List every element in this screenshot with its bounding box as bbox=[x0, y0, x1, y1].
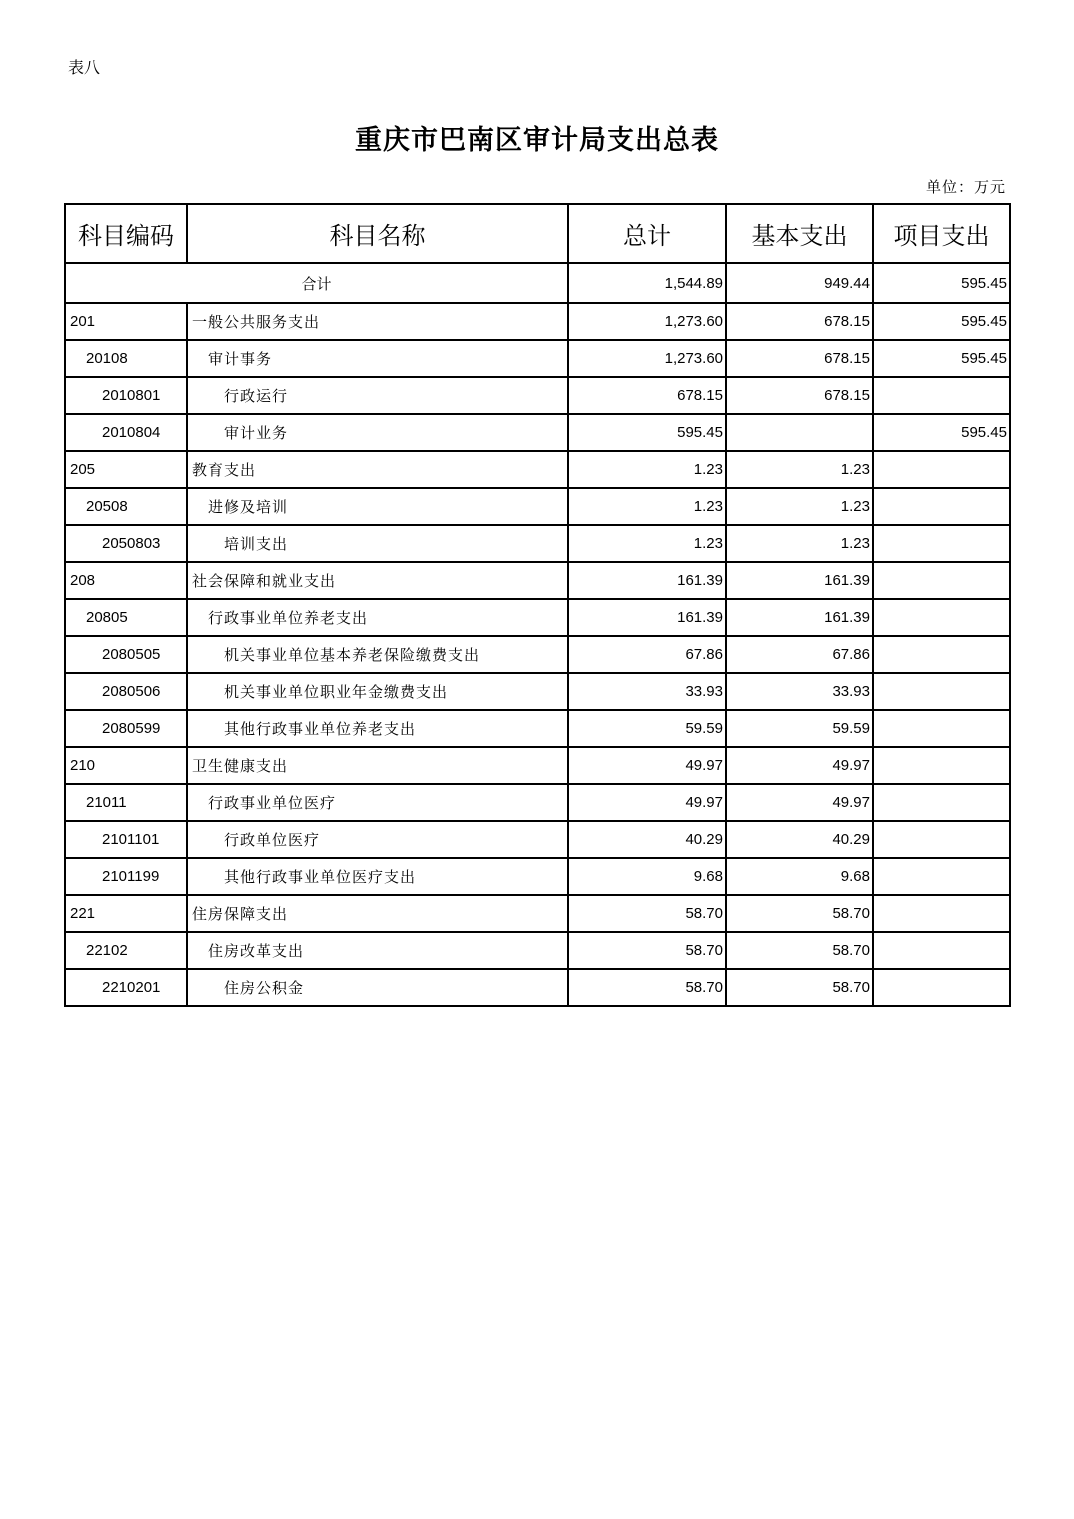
page-title: 重庆市巴南区审计局支出总表 bbox=[355, 125, 719, 156]
row-total: 58.70 bbox=[568, 932, 726, 969]
row-total: 1,273.60 bbox=[568, 303, 726, 340]
header-code: 科目编码 bbox=[65, 204, 187, 263]
row-total: 1.23 bbox=[568, 451, 726, 488]
row-basic: 58.70 bbox=[726, 895, 873, 932]
table-row bbox=[65, 821, 1010, 858]
row-code: 2010801 bbox=[65, 377, 187, 414]
row-code: 2080505 bbox=[65, 636, 187, 673]
row-total: 33.93 bbox=[568, 673, 726, 710]
table-number-label: 表八 bbox=[68, 58, 101, 77]
row-project bbox=[873, 525, 1010, 562]
total-label: 合计 bbox=[65, 263, 568, 303]
table-body bbox=[65, 263, 1010, 1006]
row-basic: 678.15 bbox=[726, 303, 873, 340]
row-project bbox=[873, 932, 1010, 969]
row-total: 161.39 bbox=[568, 599, 726, 636]
row-code: 21011 bbox=[65, 784, 187, 821]
row-basic: 161.39 bbox=[726, 599, 873, 636]
header-basic: 基本支出 bbox=[726, 204, 873, 263]
table-row bbox=[65, 673, 1010, 710]
row-project: 595.45 bbox=[873, 414, 1010, 451]
row-name: 机关事业单位职业年金缴费支出 bbox=[187, 673, 568, 710]
row-project: 595.45 bbox=[873, 303, 1010, 340]
row-project bbox=[873, 599, 1010, 636]
row-basic: 59.59 bbox=[726, 710, 873, 747]
row-code: 2080506 bbox=[65, 673, 187, 710]
table-row bbox=[65, 451, 1010, 488]
row-project bbox=[873, 969, 1010, 1006]
row-basic: 40.29 bbox=[726, 821, 873, 858]
row-code: 2010804 bbox=[65, 414, 187, 451]
row-code: 2080599 bbox=[65, 710, 187, 747]
row-total: 58.70 bbox=[568, 895, 726, 932]
row-project bbox=[873, 673, 1010, 710]
total-project: 595.45 bbox=[873, 263, 1010, 303]
row-basic: 49.97 bbox=[726, 747, 873, 784]
row-name: 行政事业单位医疗 bbox=[187, 784, 568, 821]
row-total: 1,273.60 bbox=[568, 340, 726, 377]
row-name: 审计事务 bbox=[187, 340, 568, 377]
table-row bbox=[65, 858, 1010, 895]
row-basic: 1.23 bbox=[726, 488, 873, 525]
row-name: 住房公积金 bbox=[187, 969, 568, 1006]
row-name: 其他行政事业单位养老支出 bbox=[187, 710, 568, 747]
row-project bbox=[873, 377, 1010, 414]
row-code: 20805 bbox=[65, 599, 187, 636]
table-row bbox=[65, 414, 1010, 451]
row-name: 进修及培训 bbox=[187, 488, 568, 525]
row-basic: 9.68 bbox=[726, 858, 873, 895]
row-total: 678.15 bbox=[568, 377, 726, 414]
row-basic: 58.70 bbox=[726, 969, 873, 1006]
table-row bbox=[65, 969, 1010, 1006]
table-row bbox=[65, 784, 1010, 821]
row-project bbox=[873, 858, 1010, 895]
row-name: 社会保障和就业支出 bbox=[187, 562, 568, 599]
row-code: 20508 bbox=[65, 488, 187, 525]
row-basic: 33.93 bbox=[726, 673, 873, 710]
table-row bbox=[65, 303, 1010, 340]
row-code: 201 bbox=[65, 303, 187, 340]
row-project bbox=[873, 488, 1010, 525]
header-total: 总计 bbox=[568, 204, 726, 263]
expenditure-table bbox=[64, 203, 1011, 1007]
total-total: 1,544.89 bbox=[568, 263, 726, 303]
row-code: 2101101 bbox=[65, 821, 187, 858]
row-total: 1.23 bbox=[568, 488, 726, 525]
row-code: 210 bbox=[65, 747, 187, 784]
row-code: 2101199 bbox=[65, 858, 187, 895]
row-name: 一般公共服务支出 bbox=[187, 303, 568, 340]
row-project bbox=[873, 710, 1010, 747]
row-name: 行政运行 bbox=[187, 377, 568, 414]
row-name: 机关事业单位基本养老保险缴费支出 bbox=[187, 636, 568, 673]
header-project: 项目支出 bbox=[873, 204, 1010, 263]
row-basic: 678.15 bbox=[726, 377, 873, 414]
row-name: 行政单位医疗 bbox=[187, 821, 568, 858]
table-row bbox=[65, 525, 1010, 562]
row-name: 其他行政事业单位医疗支出 bbox=[187, 858, 568, 895]
row-basic: 49.97 bbox=[726, 784, 873, 821]
row-basic: 1.23 bbox=[726, 525, 873, 562]
row-code: 2210201 bbox=[65, 969, 187, 1006]
row-basic: 1.23 bbox=[726, 451, 873, 488]
row-project: 595.45 bbox=[873, 340, 1010, 377]
total-basic: 949.44 bbox=[726, 263, 873, 303]
row-total: 9.68 bbox=[568, 858, 726, 895]
row-name: 审计业务 bbox=[187, 414, 568, 451]
row-total: 49.97 bbox=[568, 747, 726, 784]
row-name: 行政事业单位养老支出 bbox=[187, 599, 568, 636]
row-basic: 161.39 bbox=[726, 562, 873, 599]
row-total: 59.59 bbox=[568, 710, 726, 747]
row-total: 40.29 bbox=[568, 821, 726, 858]
table-row bbox=[65, 562, 1010, 599]
row-code: 22102 bbox=[65, 932, 187, 969]
row-name: 住房改革支出 bbox=[187, 932, 568, 969]
row-project bbox=[873, 451, 1010, 488]
row-code: 205 bbox=[65, 451, 187, 488]
table-row bbox=[65, 636, 1010, 673]
row-project bbox=[873, 636, 1010, 673]
row-basic: 678.15 bbox=[726, 340, 873, 377]
row-name: 教育支出 bbox=[187, 451, 568, 488]
header-row bbox=[65, 204, 1010, 263]
row-code: 221 bbox=[65, 895, 187, 932]
row-name: 培训支出 bbox=[187, 525, 568, 562]
row-basic bbox=[726, 414, 873, 451]
table-row bbox=[65, 932, 1010, 969]
unit-label: 单位：万元 bbox=[925, 178, 1006, 196]
row-total: 595.45 bbox=[568, 414, 726, 451]
row-name: 住房保障支出 bbox=[187, 895, 568, 932]
row-code: 2050803 bbox=[65, 525, 187, 562]
row-project bbox=[873, 562, 1010, 599]
total-row bbox=[65, 263, 1010, 303]
row-project bbox=[873, 895, 1010, 932]
row-total: 161.39 bbox=[568, 562, 726, 599]
row-project bbox=[873, 784, 1010, 821]
row-basic: 67.86 bbox=[726, 636, 873, 673]
table-row bbox=[65, 340, 1010, 377]
row-code: 20108 bbox=[65, 340, 187, 377]
row-basic: 58.70 bbox=[726, 932, 873, 969]
table-row bbox=[65, 710, 1010, 747]
table-row bbox=[65, 599, 1010, 636]
table-row bbox=[65, 377, 1010, 414]
row-name: 卫生健康支出 bbox=[187, 747, 568, 784]
row-project bbox=[873, 821, 1010, 858]
row-total: 1.23 bbox=[568, 525, 726, 562]
table-row bbox=[65, 488, 1010, 525]
row-total: 49.97 bbox=[568, 784, 726, 821]
table-row bbox=[65, 747, 1010, 784]
row-project bbox=[873, 747, 1010, 784]
row-code: 208 bbox=[65, 562, 187, 599]
header-name: 科目名称 bbox=[187, 204, 568, 263]
row-total: 67.86 bbox=[568, 636, 726, 673]
row-total: 58.70 bbox=[568, 969, 726, 1006]
table-row bbox=[65, 895, 1010, 932]
